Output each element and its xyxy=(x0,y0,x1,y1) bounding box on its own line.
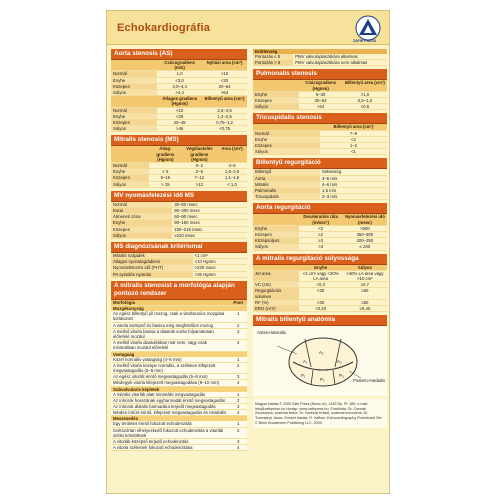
table-cell: 1,5–2,5 xyxy=(217,169,247,175)
table-cell: 4 xyxy=(229,380,247,386)
column-header xyxy=(111,60,157,71)
table-cell: PMV valvuloplasztikára nem alkalmas xyxy=(293,60,387,66)
row-label: Súlyos xyxy=(253,149,320,155)
row-label: Súlyos xyxy=(111,90,157,96)
table-cell: 0–2 xyxy=(182,163,217,169)
table-cell: ≥3 xyxy=(299,238,343,244)
row-label: Pulmonalis xyxy=(253,188,320,194)
table-row xyxy=(253,238,387,244)
table-cell: Sebesség xyxy=(320,169,387,175)
card-header xyxy=(107,11,390,45)
ms-diagnosis-section xyxy=(111,242,247,278)
pulmonalis-stenosis-table xyxy=(253,80,387,110)
table-cell: ≥220 msec xyxy=(172,232,247,238)
table-cell: 1,1–1,5 xyxy=(217,175,247,181)
row-label: Súlyos xyxy=(111,181,149,187)
table-cell: Az egész vitorlát érintő megvastagodás (5–8 mm) xyxy=(111,374,229,380)
row-label: Jet area xyxy=(253,270,299,281)
table-cell: 4 xyxy=(229,340,247,351)
table-cell: 2–3 m/s xyxy=(320,194,387,200)
table-cell: 3 xyxy=(229,328,247,339)
evaluation-section xyxy=(253,49,387,66)
table-row xyxy=(253,149,387,155)
table-cell: <30 xyxy=(299,288,343,299)
ms-diagnosis-table xyxy=(111,253,247,278)
table-row xyxy=(111,340,247,351)
score-group-heading: Meszesedés xyxy=(111,416,247,421)
table-cell: Mindegyik vitorla kifejezett megvastagodása (8–10 mm) xyxy=(111,380,229,386)
table-cell: 4 xyxy=(229,445,247,451)
column-header xyxy=(253,214,299,225)
table-row xyxy=(111,90,247,96)
table-cell: 60–90 msec xyxy=(172,214,247,220)
score-group-heading: Vastagság xyxy=(111,352,247,357)
section-heading: Mitralis stenosis (MS) xyxy=(111,135,247,146)
row-label: Enyhe xyxy=(111,77,157,83)
row-label: Billentyű xyxy=(253,169,320,175)
table-cell: 3 xyxy=(229,374,247,380)
row-label: VC (cm) xyxy=(253,282,299,288)
table-cell: 4 xyxy=(229,410,247,416)
valve-regurgitation-table xyxy=(253,169,387,200)
posteromedial-label: Postero-medialis xyxy=(353,378,386,384)
row-label: Enyhe xyxy=(111,220,172,226)
row-label: Közepes xyxy=(111,175,149,181)
table-cell: Az ínhúrok distalis harmadára terjedő megvastagodás xyxy=(111,403,229,409)
section-heading: MV nyomásfelezési idő MS xyxy=(111,191,247,202)
row-label: Középsúlyos xyxy=(253,238,299,244)
section-subheading: Erőtlenség xyxy=(253,49,387,54)
evaluation-table xyxy=(253,54,387,66)
section-heading: Aorta regurgitáció xyxy=(253,203,387,214)
table-cell: <25 xyxy=(157,113,202,119)
table-cell: PMV valvuloplasztikára alkalmas xyxy=(293,54,387,60)
aorta-regurgitation-table xyxy=(253,214,387,250)
row-label: ERO (cm²) xyxy=(253,306,299,312)
row-label: Mitralis szájadék xyxy=(111,253,193,259)
table-cell: 150–219 msec xyxy=(172,226,247,232)
table-cell: 4–6 m/s xyxy=(320,181,387,187)
column-header: Csúcsgradiens (m/s) xyxy=(157,60,202,71)
row-label: Enyhe xyxy=(253,225,299,231)
table-cell: Szétszórtan elhelyezkedő fokozott echodenzitás a vitorlák szélei körülöttünk xyxy=(111,427,229,438)
table-row xyxy=(253,270,387,281)
table-cell: A mellső vitorla basisa a diastole során folyamatosan előrefelé mozdul xyxy=(111,328,229,339)
table-cell: ≥2 xyxy=(299,232,343,238)
table-cell: >45 xyxy=(157,126,202,132)
mitral-valve-drawing xyxy=(253,326,387,396)
table-row xyxy=(111,328,247,339)
column-header: Nyitási area (cm²) xyxy=(202,60,247,71)
column-header: Billentyű area (cm²) xyxy=(320,124,387,130)
table-cell: <3,0 xyxy=(157,77,202,83)
table-cell: 2 xyxy=(229,427,247,438)
row-label: PA systolés nyomás xyxy=(111,271,193,277)
table-cell: 3–5 m/s xyxy=(320,175,387,181)
table-row xyxy=(253,288,387,299)
table-row xyxy=(253,60,387,66)
table-cell: Közel normális vastagság (4–5 mm) xyxy=(111,357,229,363)
table-row xyxy=(111,362,247,373)
aorta-stenosis-section xyxy=(111,49,247,132)
table-cell: <10 xyxy=(202,71,247,77)
row-label: Pontozás ≤ 8 xyxy=(253,54,293,60)
row-label: Átlagos nyomásgrádiens xyxy=(111,259,193,265)
row-label: Közepes xyxy=(253,232,299,238)
table-cell: A vitorla széleinek fokozott echodenzitása xyxy=(111,445,229,451)
table-cell: >220 msec xyxy=(193,265,247,271)
table-cell: 1 xyxy=(229,421,247,427)
scallop-label: P₃ xyxy=(339,373,344,379)
table-cell: ≤ 5 xyxy=(149,169,182,175)
row-label: Normál xyxy=(253,130,320,136)
table-cell: Az egész billentyű jól mozog, csak a vitorlacsúcs mozgása korlátozott xyxy=(111,311,229,322)
column-header: Deceleratiós ráta (m/sec²) xyxy=(299,214,343,225)
table-cell: 1 xyxy=(229,392,247,398)
anterolateral-label: Antero-lateralis xyxy=(257,330,286,336)
table-row xyxy=(253,194,387,200)
left-column xyxy=(111,49,247,454)
table-cell: ≥50 xyxy=(343,299,387,305)
table-row xyxy=(111,232,247,238)
table-row xyxy=(111,126,247,132)
table-cell: A vitorlák középső terjedő echodenzitás xyxy=(111,438,229,444)
row-label: RF (%) xyxy=(253,299,299,305)
column-header: Nyomásfelezési idő (msec) xyxy=(343,214,387,225)
table-cell: 20–64 xyxy=(202,83,247,89)
table-cell: <10 Hgmm xyxy=(193,259,247,265)
table-row xyxy=(253,244,387,250)
table-row xyxy=(111,427,247,438)
table-cell: A mellső vitorla közepe normális, a széleken kifejezett megvastagodás (5–8 mm) xyxy=(111,362,229,373)
table-cell: <1 cm² xyxy=(193,253,247,259)
ms-score-section xyxy=(111,281,247,451)
valve-regurgitation-section xyxy=(253,158,387,200)
column-header: Area (cm²) xyxy=(217,146,247,162)
table-cell: 2,5–3,5 xyxy=(202,107,247,113)
table-cell: <4 cm² vagy <20% LA area xyxy=(299,270,343,281)
column-header xyxy=(111,96,157,107)
tricuspidalis-stenosis-table xyxy=(253,124,387,155)
table-cell: >500 xyxy=(343,225,387,231)
table-cell: 2 xyxy=(229,362,247,373)
row-label: Súlyos xyxy=(111,232,172,238)
row-label: Normál xyxy=(111,163,149,169)
mv-pressure-halftime-section xyxy=(111,191,247,239)
table-cell: >40% LA area vagy >10 cm² xyxy=(343,270,387,281)
card-title: Echokardiográfia xyxy=(117,22,211,34)
scallop-label: P₁ xyxy=(301,373,306,379)
row-label: Normál xyxy=(111,71,157,77)
section-heading: Billentyű regurgitáció xyxy=(253,158,387,169)
column-header: Súlyos xyxy=(343,265,387,271)
scallop-label: A₁ xyxy=(303,359,308,365)
row-label: Enyhe xyxy=(111,169,149,175)
mitralis-regurgitation-section xyxy=(253,254,387,313)
section-heading: Tricuspidalis stenosis xyxy=(253,113,387,124)
table-row xyxy=(111,410,247,416)
table-cell: <1 xyxy=(320,149,387,155)
mv-table xyxy=(111,202,247,239)
table-cell: 4–6 xyxy=(217,163,247,169)
table-cell: <0,20 xyxy=(299,306,343,312)
table-cell: 2 xyxy=(229,322,247,328)
column-header: Végdiastolés gradiens (Hgmm) xyxy=(182,146,217,162)
table-cell: 90–400 msec xyxy=(172,208,247,214)
table-cell: <0,3 xyxy=(299,282,343,288)
zafir-press-logo-icon xyxy=(355,15,381,41)
table-cell: A mellső vitorla diastolékban már nem, vagy csak minimálisan mozdul előrefelé xyxy=(111,340,229,351)
table-cell: 30–64 xyxy=(299,98,343,104)
score-group-table xyxy=(111,392,247,417)
table-cell: 6–15 xyxy=(149,175,182,181)
table-cell: 1–2 xyxy=(320,143,387,149)
column-header xyxy=(111,146,149,162)
row-label: Közepes xyxy=(253,143,320,149)
score-group-heading: Mozgékonyság xyxy=(111,306,247,311)
mitralis-stenosis-section xyxy=(111,135,247,187)
table-cell: ≥60 xyxy=(343,288,387,299)
tricuspidalis-stenosis-section xyxy=(253,113,387,155)
table-cell: <20 xyxy=(202,77,247,83)
section-heading: A mitralis regurgitáció súlyossága xyxy=(253,254,387,265)
row-label: Korai xyxy=(111,208,172,214)
table-row xyxy=(111,181,247,187)
table-cell: 0,5–1,0 xyxy=(343,98,387,104)
row-label: Közepes xyxy=(111,83,157,89)
score-group-table xyxy=(111,421,247,451)
table-cell: 350–500 xyxy=(343,232,387,238)
table-cell: 25–45 xyxy=(157,120,202,126)
table-row xyxy=(111,380,247,386)
table-cell: ≥0,40 xyxy=(343,306,387,312)
scallop-label: A₃ xyxy=(337,359,342,365)
score-group-heading: Subvalvularis képletek xyxy=(111,387,247,392)
row-label: Súlyos xyxy=(253,104,299,110)
aorta-stenosis-table-2 xyxy=(111,96,247,132)
column-header: Csúcsgradiens (Hgmm) xyxy=(299,80,343,91)
mitral-anatomy-section xyxy=(253,315,387,396)
table-cell: < 1,0 xyxy=(217,181,247,187)
row-label: Pontozás > 8 xyxy=(253,60,293,66)
column-header: Enyhe xyxy=(299,265,343,271)
table-cell: 2 xyxy=(229,397,247,403)
section-heading: MS diagnózisának kritériumai xyxy=(111,242,247,253)
table-row xyxy=(111,445,247,451)
column-header: Morfológia xyxy=(111,300,229,306)
aorta-regurgitation-section xyxy=(253,203,387,250)
table-cell: A mitralis vitorlák alatt minimális megvastagodás xyxy=(111,392,229,398)
table-cell: 1,0 xyxy=(157,71,202,77)
column-header: Billentyű area (cm²) xyxy=(343,80,387,91)
row-label: Enyhe xyxy=(111,113,157,119)
mitral-anatomy-diagram xyxy=(253,326,387,396)
table-cell: <0,5 xyxy=(343,104,387,110)
mitralis-regurgitation-table xyxy=(253,265,387,313)
row-label: Normál xyxy=(111,107,157,113)
row-label: Közepes xyxy=(111,226,172,232)
table-cell: 1 xyxy=(229,311,247,322)
table-cell: 7–9 xyxy=(320,130,387,136)
table-row xyxy=(253,306,387,312)
column-header: Átlagos gradiens (Hgmm) xyxy=(157,96,202,107)
table-cell: Az ínhúrok hosszának egyharmadát érintő megvastagodás xyxy=(111,397,229,403)
table-cell: 3 xyxy=(229,438,247,444)
table-cell: >12 xyxy=(182,181,217,187)
table-cell: 2–6 xyxy=(182,169,217,175)
table-cell: 30–60 msec xyxy=(172,202,247,208)
column-header: Átlag-gradiens (Hgmm) xyxy=(149,146,182,162)
table-cell: <0,75 xyxy=(202,126,247,132)
table-cell: 3 xyxy=(229,403,247,409)
table-cell: 0,75–1,2 xyxy=(202,120,247,126)
table-cell: ≤ 200 xyxy=(343,244,387,250)
scallop-label: A₂ xyxy=(319,350,324,356)
table-cell: <10 xyxy=(157,107,202,113)
table-cell: >64 xyxy=(299,104,343,110)
score-group-table xyxy=(111,357,247,387)
table-cell: >4,4 xyxy=(157,90,202,96)
section-heading: A mitralis stenosist a morfológia alapján pontozó rendszer xyxy=(111,281,247,300)
table-cell: Minden ínhúrt érintő, kifejezett megvastagodás és rövidülés xyxy=(111,410,229,416)
pulmonalis-stenosis-section xyxy=(253,69,387,110)
row-label: Tricuspidalis xyxy=(253,194,320,200)
score-group-table xyxy=(111,311,247,351)
scallop-label: P₂ xyxy=(320,377,325,383)
table-cell: > 15 xyxy=(149,181,182,187)
row-label: Enyhe xyxy=(253,136,320,142)
table-cell: >1,0 xyxy=(343,91,387,97)
right-column xyxy=(253,49,387,428)
table-cell: 1,5 m/s xyxy=(320,188,387,194)
table-cell: 90–150 msec xyxy=(172,220,247,226)
mitralis-stenosis-table xyxy=(111,146,247,187)
table-cell: A vitorla középső és basisa még megfelelően mozog xyxy=(111,322,229,328)
section-heading: Mitralis billentyű anatómia xyxy=(253,315,387,326)
table-cell: >35 Hgmm xyxy=(193,271,247,277)
row-label: Átmeneti zóna xyxy=(111,214,172,220)
table-cell: 1 xyxy=(229,357,247,363)
table-row xyxy=(111,311,247,322)
row-label: Súlyos xyxy=(253,244,299,250)
row-label: Közepes xyxy=(111,120,157,126)
reference-card xyxy=(106,10,390,494)
aorta-stenosis-table-1 xyxy=(111,60,247,96)
row-label: Normál xyxy=(111,202,172,208)
row-label: Közepes xyxy=(253,98,299,104)
row-label: Aorta xyxy=(253,175,320,181)
row-label: Súlyos xyxy=(111,126,157,132)
table-cell: <2 xyxy=(299,225,343,231)
table-cell: 1,2–2,5 xyxy=(202,113,247,119)
table-cell: 3,0–4,4 xyxy=(157,83,202,89)
table-cell: 200–350 xyxy=(343,238,387,244)
table-cell: 5–30 xyxy=(299,91,343,97)
column-header: Billentyű area (cm²) xyxy=(202,96,247,107)
section-heading: Pulmonalis stenosis xyxy=(253,69,387,80)
row-label: Enyhe xyxy=(253,91,299,97)
table-cell: >64 xyxy=(202,90,247,96)
logo-text: ZAFIR PRESS xyxy=(353,39,377,43)
section-heading: Aorta stenosis (AS) xyxy=(111,49,247,60)
table-row xyxy=(253,104,387,110)
imprint-text: Magyar kiadás © 2009 Zafir Press (Mono Lit). 1445 Bp. Pf. 385, e-mail: info@zafirpress.hu Honlap: www.zafirpress.hu. Fordította: Dr. Csende Zsuzsanna, szakmai lektor: Dr. Karlócai Kristóf, szakmai konzulens: Dr. Tomcsányi János. Eredeti kiadás: R. Vafforn: Echocardiography Pocketcard Set © Börm Bruckmeier Publishing LLC, 2009. xyxy=(253,399,387,428)
row-label: Regurgitációs volumen xyxy=(253,288,299,299)
table-cell: Egy területet érintő fokozott echodenzitás xyxy=(111,421,229,427)
table-row xyxy=(111,271,247,277)
row-label: Mitralis xyxy=(253,181,320,187)
table-cell: ≥0,7 xyxy=(343,282,387,288)
column-header: Pont xyxy=(229,300,247,306)
table-cell: 7–12 xyxy=(182,175,217,181)
table-cell: <2 xyxy=(320,136,387,142)
row-label: Nyomásfelezési idő (PHT) xyxy=(111,265,193,271)
table-cell: >3 xyxy=(299,244,343,250)
table-cell: <30 xyxy=(299,299,343,305)
column-header xyxy=(253,80,299,91)
